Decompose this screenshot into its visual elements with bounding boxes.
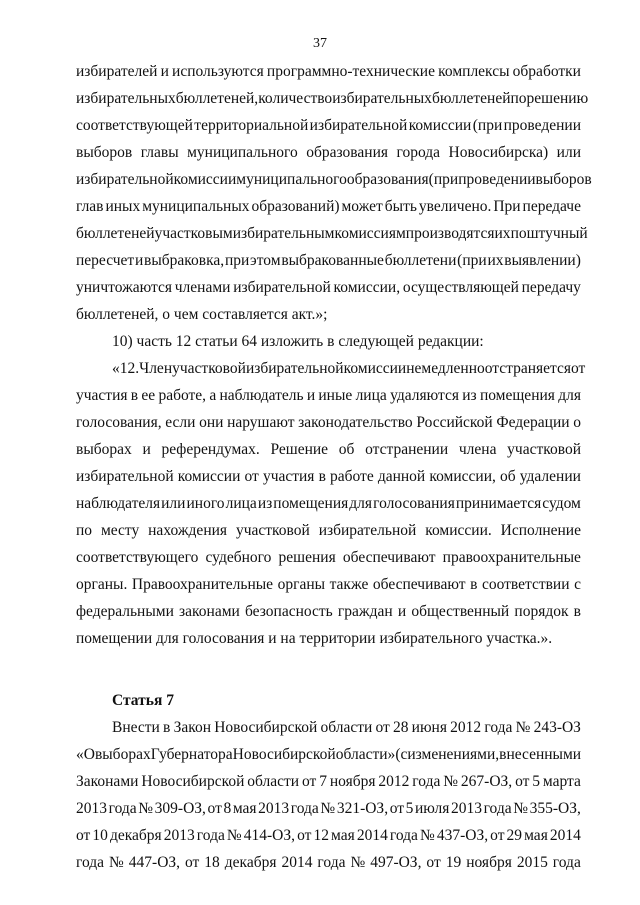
word: референдумах. — [161, 441, 260, 458]
word: внесенными — [499, 746, 582, 763]
word: от — [426, 854, 441, 871]
word: Закон — [173, 719, 211, 736]
word: выборах — [94, 746, 151, 763]
word: количество — [258, 90, 333, 107]
word: уничтожаются — [76, 279, 173, 296]
word: выборах — [76, 441, 132, 458]
word: участия — [76, 387, 128, 404]
word: обработки — [512, 63, 581, 80]
word: области» — [335, 746, 396, 763]
text-line — [76, 544, 581, 571]
word: органы — [277, 576, 326, 593]
word: и — [397, 603, 407, 620]
word: комиссии — [173, 171, 237, 188]
word: 414-ОЗ, — [243, 827, 296, 844]
word: Правоохранительные — [131, 576, 274, 593]
word: города — [396, 144, 441, 161]
word: проведении — [458, 171, 536, 188]
word: июля — [414, 800, 450, 817]
text-line — [76, 409, 581, 436]
word: года — [412, 773, 441, 790]
word: 5 — [405, 800, 414, 817]
word: муниципального — [236, 171, 347, 188]
word: передаче — [522, 198, 581, 215]
word: передачу — [521, 279, 581, 296]
word: также — [329, 576, 369, 593]
word: от — [389, 800, 405, 817]
text-line — [76, 193, 581, 220]
word: их — [487, 252, 504, 269]
word: «12. — [112, 360, 140, 377]
word: голосования — [373, 495, 455, 512]
word: члена — [458, 441, 497, 458]
word: муниципального — [187, 144, 298, 161]
word: ноября — [329, 773, 376, 790]
word: из — [257, 495, 273, 512]
word: об — [338, 441, 355, 458]
text-line — [76, 112, 581, 139]
word: лица — [225, 495, 257, 512]
word: быть — [384, 198, 417, 215]
word: нарушают — [227, 414, 295, 431]
word: органы. — [76, 576, 128, 593]
word: членами — [174, 279, 231, 296]
text-line: помещении для голосования и на территории избирательного участка.». — [76, 630, 553, 647]
text-line — [76, 220, 588, 247]
word: иные — [318, 387, 353, 404]
word: от — [571, 360, 586, 377]
word: бюллетеней — [76, 225, 155, 242]
word: Новосибирской — [141, 773, 245, 790]
word: от — [297, 827, 312, 844]
word: образования — [306, 144, 388, 161]
word: при — [224, 252, 250, 269]
word: участковым — [154, 225, 233, 242]
word: образования — [346, 171, 429, 188]
word: 7 — [319, 773, 327, 790]
word: от — [244, 468, 259, 485]
word: № — [443, 773, 459, 790]
word: 2015 — [516, 854, 548, 871]
paragraph-3 — [76, 355, 586, 652]
word: области — [247, 773, 300, 790]
word: об — [499, 468, 516, 485]
word: избирательной — [233, 279, 331, 296]
word: общественный — [411, 603, 510, 620]
word: 447-ОЗ, — [128, 854, 181, 871]
word: декабря — [224, 854, 277, 871]
word: решению — [526, 90, 589, 107]
word: о — [573, 414, 581, 431]
text-line — [76, 166, 592, 193]
word: выбракованные — [281, 252, 384, 269]
word: порядок — [514, 603, 569, 620]
text-line — [76, 274, 581, 301]
word: 29 — [506, 827, 523, 844]
word: № — [419, 827, 435, 844]
word: (с — [395, 746, 408, 763]
word: и — [134, 252, 144, 269]
word: Губернатора — [150, 746, 233, 763]
text-line: 10) часть 12 статьи 64 изложить в следующей редакции: — [112, 333, 484, 350]
word: граждан — [337, 603, 393, 620]
word: 2012 — [378, 773, 410, 790]
word: помещения — [479, 387, 555, 404]
word: изменениями, — [407, 746, 500, 763]
word: Новосибирской — [232, 746, 336, 763]
word: области — [320, 719, 373, 736]
word: выбраковка, — [144, 252, 225, 269]
word: и — [160, 63, 169, 80]
word: удалении — [519, 468, 581, 485]
word: от — [375, 719, 390, 736]
word: избирательной — [76, 171, 174, 188]
word: 2013 — [450, 800, 482, 817]
word: (при — [472, 117, 503, 134]
word: территориальной — [194, 117, 309, 134]
word: комиссии. — [425, 522, 492, 539]
word: мая — [232, 800, 257, 817]
word: 321-ОЗ, — [336, 800, 389, 817]
word: образований) — [251, 198, 340, 215]
word: участковой — [172, 360, 246, 377]
word: месту — [100, 522, 140, 539]
word: 309-ОЗ, — [154, 800, 206, 817]
word: избирательным — [232, 225, 335, 242]
word: в — [163, 719, 171, 736]
word: от — [490, 827, 505, 844]
word: этом — [250, 252, 281, 269]
word: № — [513, 800, 529, 817]
word: и — [142, 441, 151, 458]
text-line — [76, 741, 581, 768]
word: Новосибирской — [214, 719, 318, 736]
word: выборов — [535, 171, 592, 188]
word: судебного — [205, 549, 272, 566]
word: в — [130, 387, 139, 404]
word: голосования, — [76, 414, 162, 431]
word: избирательных — [76, 90, 176, 107]
text-line — [76, 598, 581, 625]
word: осуществляющей — [402, 279, 519, 296]
word: избирателей — [76, 63, 158, 80]
text-line — [76, 436, 581, 463]
word: Новосибирска) — [448, 144, 549, 161]
word: мая — [331, 827, 355, 844]
word: в — [318, 468, 326, 485]
word: 19 — [445, 854, 462, 871]
word: наблюдателя — [76, 495, 161, 512]
word: иных — [105, 198, 141, 215]
word: года — [196, 827, 225, 844]
word: комиссии — [408, 117, 472, 134]
word: ее — [141, 387, 156, 404]
paragraph-2 — [76, 328, 581, 355]
text-line — [76, 714, 581, 741]
word: судом — [542, 495, 581, 512]
word: бюллетеней, — [175, 90, 259, 107]
word: 267-ОЗ, — [460, 773, 513, 790]
word: нахождения — [148, 522, 228, 539]
word: от — [185, 854, 200, 871]
word: 355-ОЗ, — [529, 800, 581, 817]
word: и — [306, 387, 316, 404]
word: их — [494, 225, 511, 242]
text-line — [76, 85, 589, 112]
word: (при — [428, 171, 459, 188]
word: 28 — [392, 719, 409, 736]
word: (при — [457, 252, 487, 269]
word: участковой — [235, 522, 310, 539]
word: с — [574, 576, 581, 593]
word: от — [302, 773, 317, 790]
word: от — [207, 800, 222, 817]
word: если — [165, 414, 196, 431]
word: Внести — [112, 719, 160, 736]
word: решения — [278, 549, 336, 566]
paragraph-1 — [76, 58, 592, 328]
word: используются — [172, 63, 264, 80]
word: обеспечивают — [342, 549, 436, 566]
word: декабря — [109, 827, 162, 844]
word: комиссии, — [333, 279, 401, 296]
article-heading: Статья 7 — [112, 692, 174, 709]
word: года — [552, 854, 581, 871]
word: принимается — [455, 495, 542, 512]
word: бюллетеней — [431, 90, 511, 107]
word: 437-ОЗ, — [436, 827, 489, 844]
word: ноября — [466, 854, 512, 871]
word: безопасность — [245, 603, 333, 620]
word: 2013 — [258, 800, 290, 817]
word: 10 — [92, 827, 108, 844]
word: от — [76, 827, 91, 844]
word: Федерации — [496, 414, 570, 431]
word: главы — [140, 144, 179, 161]
word: года — [317, 854, 346, 871]
text-line — [76, 139, 581, 166]
word: помещения — [273, 495, 349, 512]
word: муниципальных — [142, 198, 250, 215]
word: работе — [330, 468, 374, 485]
word: комиссии — [343, 360, 407, 377]
word: немедленно — [406, 360, 485, 377]
word: может — [341, 198, 383, 215]
word: 5 — [532, 773, 541, 790]
word: комплексы — [438, 63, 510, 80]
text-line — [76, 463, 581, 490]
word: глав — [76, 198, 104, 215]
word: выявлении) — [504, 252, 581, 269]
text-line — [76, 795, 581, 822]
word: 243-ОЗ — [533, 719, 581, 736]
word: для — [349, 495, 373, 512]
text-line: бюллетеней, о чем составляется акт.»; — [76, 306, 328, 323]
word: избирательной — [245, 360, 344, 377]
word: федеральными — [76, 603, 174, 620]
word: 2013 — [76, 800, 107, 817]
word: по — [510, 90, 527, 107]
word: проведении — [503, 117, 581, 134]
word: программно-технические — [266, 63, 435, 80]
word: наблюдатель — [219, 387, 304, 404]
word: 2014 — [281, 854, 313, 871]
word: 2014 — [356, 827, 388, 844]
word: избирательных — [332, 90, 432, 107]
text-line — [76, 822, 581, 849]
text-line — [76, 849, 581, 876]
word: в — [470, 576, 478, 593]
word: увеличено. — [418, 198, 492, 215]
word: года — [389, 827, 418, 844]
word: обеспечивают — [372, 576, 466, 593]
word: удаляются — [390, 387, 459, 404]
section-gap — [76, 652, 581, 687]
word: № — [515, 719, 531, 736]
word: законами — [179, 603, 240, 620]
word: отстраняется — [484, 360, 571, 377]
word: или — [556, 144, 581, 161]
word: марта — [542, 773, 581, 790]
page-number: 37 — [313, 36, 327, 51]
word: они — [199, 414, 224, 431]
word: соответствии — [481, 576, 570, 593]
text-line — [76, 247, 581, 274]
word: 2014 — [549, 827, 581, 844]
word: комиссиям — [334, 225, 406, 242]
text-line — [76, 355, 586, 382]
word: работе, — [158, 387, 207, 404]
word: 12 — [313, 827, 329, 844]
word: № — [138, 800, 154, 817]
word: а — [209, 387, 217, 404]
text-line — [76, 382, 581, 409]
word: избирательной — [76, 468, 174, 485]
word: года — [290, 800, 319, 817]
word: Российской — [416, 414, 493, 431]
word: комиссии, — [429, 468, 496, 485]
word: года — [483, 800, 512, 817]
word: поштучный — [510, 225, 588, 242]
word: или — [161, 495, 186, 512]
word: При — [493, 198, 521, 215]
word: года — [484, 719, 513, 736]
text-line — [76, 571, 581, 598]
word: лица — [355, 387, 387, 404]
word: участковой — [507, 441, 581, 458]
word: выборов — [76, 144, 133, 161]
word: 497-ОЗ, — [370, 854, 422, 871]
word: года — [108, 800, 137, 817]
word: в — [573, 603, 581, 620]
word: 2012 — [450, 719, 482, 736]
text-line — [76, 768, 581, 795]
word: соответствующего — [76, 549, 199, 566]
word: иного — [186, 495, 225, 512]
word: мая — [524, 827, 548, 844]
word: по — [76, 522, 93, 539]
word: 2013 — [163, 827, 195, 844]
word: законодательство — [298, 414, 413, 431]
word: данной — [377, 468, 426, 485]
text-line — [76, 58, 581, 85]
word: комиссии — [177, 468, 241, 485]
word: № — [350, 854, 366, 871]
word: Решение — [270, 441, 329, 458]
word: «О — [76, 746, 95, 763]
word: соответствующей — [76, 117, 193, 134]
word: для — [558, 387, 581, 404]
word: избирательной — [318, 522, 417, 539]
word: отстранении — [365, 441, 449, 458]
word: № — [226, 827, 242, 844]
word: июня — [411, 719, 447, 736]
word: пересчет — [76, 252, 135, 269]
word: года — [76, 854, 105, 871]
word: участия — [262, 468, 315, 485]
word: 8 — [223, 800, 232, 817]
word: из — [462, 387, 477, 404]
word: бюллетени — [384, 252, 457, 269]
word: правоохранительные — [442, 549, 581, 566]
paragraph-4 — [76, 714, 581, 876]
word: Законами — [76, 773, 139, 790]
word: Член — [139, 360, 173, 377]
text-line — [76, 490, 581, 517]
document-body — [76, 58, 592, 876]
text-line — [76, 517, 581, 544]
word: № — [320, 800, 336, 817]
word: Исполнение — [500, 522, 581, 539]
word: 18 — [204, 854, 220, 871]
word: производятся — [405, 225, 495, 242]
word: избирательной — [309, 117, 408, 134]
word: от — [515, 773, 530, 790]
word: № — [109, 854, 124, 871]
